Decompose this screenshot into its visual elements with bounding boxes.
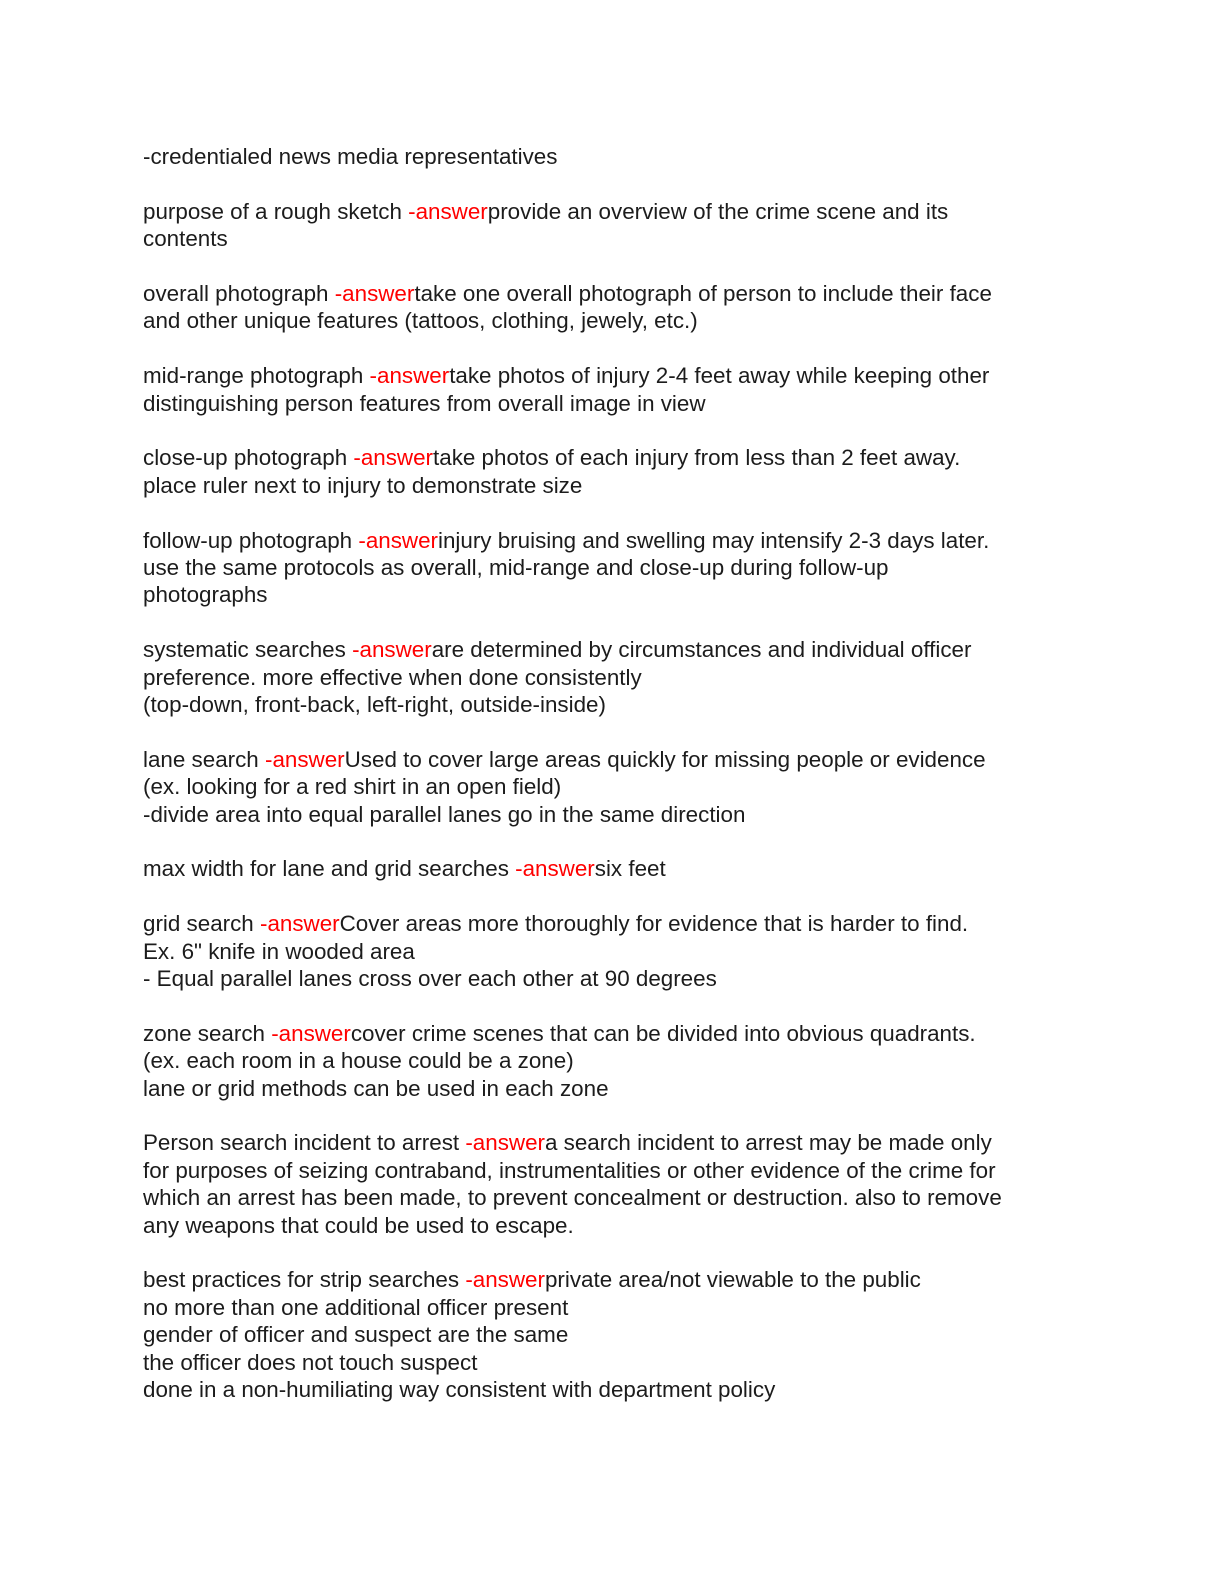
qa-answer-line: and other unique features (tattoos, clothing, jewely, etc.): [143, 308, 698, 334]
qa-first-line: [143, 636, 1073, 663]
qa-first-line: [143, 280, 1073, 307]
qa-term: max width for lane and grid searches: [143, 856, 516, 882]
qa-answer-line: (top-down, front-back, left-right, outside-inside): [143, 692, 606, 718]
qa-first-line: [143, 1129, 1073, 1156]
qa-term: Person search incident to arrest: [143, 1130, 466, 1156]
qa-first-line: [143, 444, 1073, 471]
qa-answer-line: which an arrest has been made, to prevent concealment or destruction. also to remove: [143, 1185, 1002, 1211]
qa-first-line: [143, 198, 1073, 225]
qa-term: grid search: [143, 911, 260, 937]
intro-line: -credentialed news media representatives: [143, 144, 558, 169]
qa-term: lane search: [143, 746, 265, 772]
qa-answer-text: a search incident to arrest may be made only: [544, 1130, 992, 1156]
qa-entry: [143, 1129, 1073, 1239]
qa-answer-line: any weapons that could be used to escape.: [143, 1212, 574, 1238]
qa-entry: [143, 444, 1073, 499]
answer-separator: -answer: [465, 1267, 545, 1293]
qa-entry: [143, 280, 1073, 335]
qa-entry: [143, 910, 1073, 992]
qa-answer-text: take photos of each injury from less than 2 feet away.: [433, 445, 961, 471]
qa-entry: [143, 362, 1073, 417]
qa-answer-line: preference. more effective when done consistently: [143, 664, 642, 690]
qa-first-line: [143, 746, 1073, 773]
qa-answer-line: for purposes of seizing contraband, instrumentalities or other evidence of the crime for: [143, 1157, 996, 1183]
answer-separator: -answer: [515, 856, 595, 882]
answer-separator: -answer: [465, 1130, 545, 1156]
qa-term: best practices for strip searches: [143, 1267, 466, 1293]
answer-separator: -answer: [352, 637, 432, 663]
answer-separator: -answer: [264, 746, 345, 772]
qa-answer-text: cover crime scenes that can be divided into obvious quadrants.: [350, 1020, 976, 1046]
qa-answer-line: (ex. looking for a red shirt in an open field): [143, 774, 562, 800]
qa-answer-text: private area/not viewable to the public: [544, 1267, 921, 1293]
qa-answer-text: take photos of injury 2-4 feet away while keeping other: [449, 363, 990, 389]
qa-answer-line: distinguishing person features from overall image in view: [143, 390, 706, 416]
qa-entry: [143, 855, 1073, 882]
qa-first-line: [143, 362, 1073, 389]
qa-term: systematic searches: [143, 637, 353, 663]
qa-term: close-up photograph: [143, 445, 354, 471]
qa-answer-text: six feet: [594, 856, 666, 882]
qa-term: mid-range photograph: [143, 363, 370, 389]
qa-answer-text: Used to cover large areas quickly for missing people or evidence: [344, 746, 986, 772]
qa-answer-line: Ex. 6" knife in wooded area: [143, 938, 415, 964]
qa-entry: [143, 1266, 1073, 1403]
qa-answer-line: place ruler next to injury to demonstrate size: [143, 472, 583, 498]
qa-entry: [143, 636, 1073, 718]
answer-separator: -answer: [271, 1020, 351, 1046]
qa-term: follow-up photograph: [143, 527, 359, 553]
qa-answer-line: -divide area into equal parallel lanes go in the same direction: [143, 801, 746, 827]
qa-answer-line: (ex. each room in a house could be a zone): [143, 1048, 574, 1074]
qa-answer-line: contents: [143, 226, 228, 252]
qa-answer-text: injury bruising and swelling may intensify 2-3 days later.: [438, 527, 990, 553]
answer-separator: -answer: [259, 911, 340, 937]
qa-entry: [143, 1020, 1073, 1102]
qa-answer-line: lane or grid methods can be used in each zone: [143, 1075, 609, 1101]
qa-answer-text: are determined by circumstances and individual officer: [431, 637, 972, 663]
qa-answer-line: - Equal parallel lanes cross over each other at 90 degrees: [143, 966, 717, 992]
qa-first-line: [143, 1020, 1073, 1047]
qa-entry: [143, 198, 1073, 253]
answer-separator: -answer: [358, 527, 438, 553]
qa-answer-line: the officer does not touch suspect: [143, 1349, 478, 1375]
qa-first-line: [143, 855, 1073, 882]
qa-answer-text: take one overall photograph of person to include their face: [414, 281, 992, 306]
qa-first-line: [143, 1266, 1073, 1293]
qa-answer-line: no more than one additional officer present: [143, 1294, 569, 1320]
qa-entry: [143, 527, 1073, 609]
qa-entry: [143, 746, 1073, 828]
qa-answer-text: Cover areas more thoroughly for evidence that is harder to find.: [339, 911, 969, 937]
qa-answer-line: use the same protocols as overall, mid-range and close-up during follow-up: [143, 555, 889, 581]
qa-term: zone search: [143, 1020, 272, 1046]
document-body: [143, 143, 1073, 1404]
qa-answer-line: photographs: [143, 582, 268, 608]
answer-separator: -answer: [353, 445, 434, 471]
answer-separator: -answer: [369, 363, 450, 389]
answer-separator: -answer: [334, 281, 415, 306]
qa-answer-text: provide an overview of the crime scene and its: [487, 198, 949, 224]
qa-first-line: [143, 910, 1073, 937]
qa-answer-line: done in a non-humiliating way consistent with department policy: [143, 1377, 776, 1403]
qa-list: [143, 198, 1073, 1404]
answer-separator: -answer: [408, 198, 488, 224]
qa-first-line: [143, 527, 1073, 554]
qa-term: purpose of a rough sketch: [143, 198, 409, 224]
qa-answer-line: gender of officer and suspect are the same: [143, 1322, 569, 1348]
qa-term: overall photograph: [143, 281, 335, 306]
